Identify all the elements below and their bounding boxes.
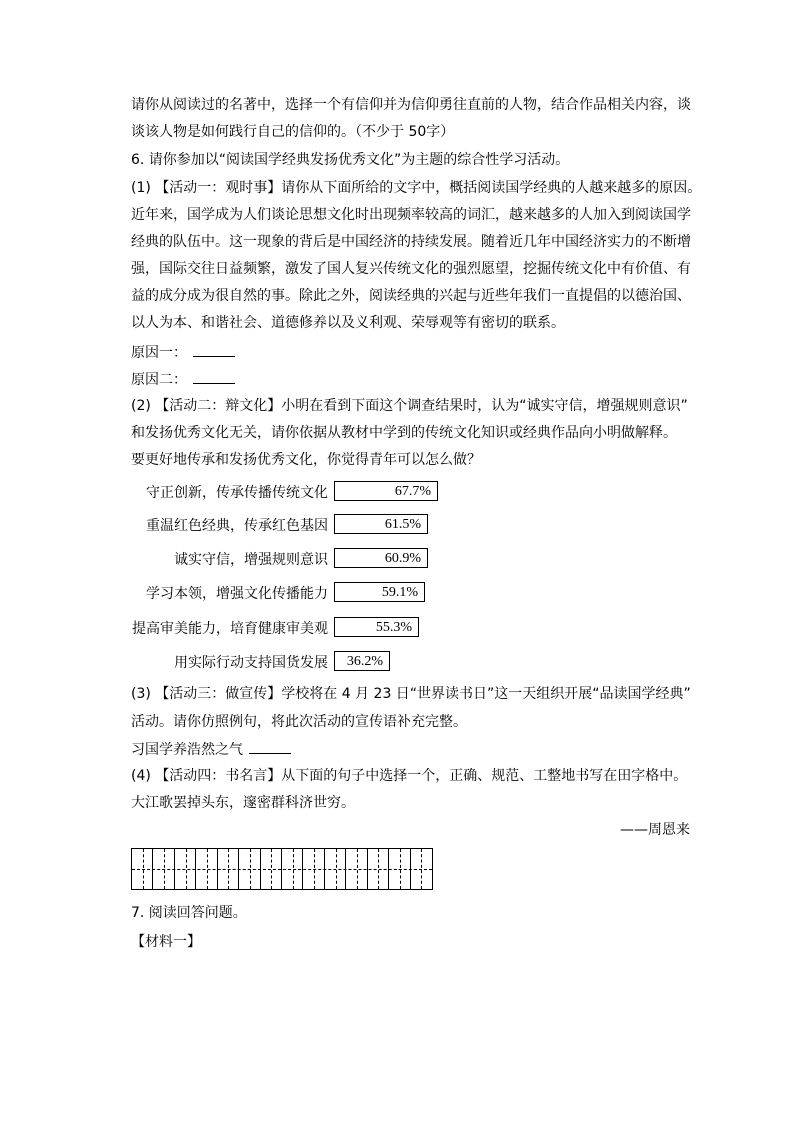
reason-2 bbox=[131, 369, 235, 390]
chart-category-label: 诚实守信，增强规则意识 bbox=[174, 552, 328, 568]
grid-cell-midline bbox=[143, 849, 144, 889]
grid-cell[interactable] bbox=[175, 849, 196, 889]
grid-cell[interactable] bbox=[239, 849, 260, 889]
grid-cell[interactable] bbox=[368, 849, 389, 889]
grid-cell-midline bbox=[186, 849, 187, 889]
passage-line: 经典的队伍中。这一现象的背后是中国经济的持续发展。随着近几年中国经济实力的不断增 bbox=[131, 234, 691, 250]
slogan bbox=[131, 739, 291, 760]
chart-category-label: 守正创新，传承传播传统文化 bbox=[146, 485, 328, 501]
activity-3-line: 活动。请你仿照例句，将此次活动的宣传语补充完整。 bbox=[131, 714, 467, 730]
activity-3-line: (3) 【活动三：做宣传】学校将在 4 月 23 日“世界读书日”这一天组织开展“品读国学经典” bbox=[131, 686, 691, 702]
grid-cell-midline bbox=[357, 849, 358, 889]
passage-line: 以人为本、和谐社会、道德修养以及义利观、荣辱观等有密切的联系。 bbox=[131, 315, 565, 331]
chart-bar bbox=[334, 514, 428, 534]
reason-2-label: 原因二： bbox=[131, 372, 187, 388]
intro-line-2: 谈该人物是如何践行自己的信仰的。（不少于 50字） bbox=[131, 124, 455, 140]
grid-cell[interactable] bbox=[132, 849, 153, 889]
passage-line: 益的成分成为很自然的事。除此之外，阅读经典的兴起与近些年我们一直提倡的以德治国、 bbox=[131, 288, 691, 304]
grid-cell-midline bbox=[228, 849, 229, 889]
passage-line: 强，国际交往日益频繁，激发了国人复兴传统文化的强烈愿望，挖掘传统文化中有价值、有 bbox=[131, 261, 691, 277]
grid-cell-midline bbox=[336, 849, 337, 889]
chart-row bbox=[0, 481, 794, 505]
chart-row bbox=[0, 582, 794, 606]
chart-value-label: 67.7% bbox=[394, 484, 431, 499]
chart-bar bbox=[334, 548, 428, 568]
grid-cell[interactable] bbox=[303, 849, 324, 889]
activity-4-line: (4) 【活动四：书名言】从下面的句子中选择一个，正确、规范、工整地书写在田字格中。 bbox=[131, 768, 688, 784]
grid-cell-midline bbox=[164, 849, 165, 889]
grid-cell[interactable] bbox=[196, 849, 217, 889]
chart-bar bbox=[334, 481, 438, 501]
chart-value-label: 55.3% bbox=[375, 620, 412, 635]
quote-line: 大江歌罢掉头东，邃密群科济世穷。 bbox=[131, 795, 355, 811]
answer-blank[interactable] bbox=[193, 342, 235, 357]
grid-cell[interactable] bbox=[389, 849, 410, 889]
chart-row bbox=[0, 514, 794, 538]
tian-zi-ge-grid[interactable] bbox=[131, 848, 433, 890]
grid-cell-midline bbox=[271, 849, 272, 889]
grid-cell[interactable] bbox=[346, 849, 367, 889]
survey-question: 要更好地传承和发扬优秀文化，你觉得青年可以怎么做？ bbox=[131, 452, 481, 468]
chart-row bbox=[0, 617, 794, 641]
grid-cell-midline bbox=[400, 849, 401, 889]
chart-category-label: 重温红色经典，传承红色基因 bbox=[146, 518, 328, 534]
question-7-title: 7. 阅读回答问题。 bbox=[131, 905, 247, 921]
chart-value-label: 59.1% bbox=[381, 585, 418, 600]
chart-row bbox=[0, 651, 794, 675]
chart-value-label: 36.2% bbox=[346, 654, 383, 669]
grid-cell-midline bbox=[207, 849, 208, 889]
chart-bar bbox=[334, 582, 425, 602]
grid-cell[interactable] bbox=[411, 849, 432, 889]
reason-1-label: 原因一： bbox=[131, 345, 187, 361]
chart-value-label: 61.5% bbox=[384, 517, 421, 532]
grid-cell-midline bbox=[421, 849, 422, 889]
grid-cell[interactable] bbox=[282, 849, 303, 889]
slogan-text: 习国学养浩然之气 bbox=[131, 742, 243, 758]
chart-category-label: 用实际行动支持国货发展 bbox=[174, 655, 328, 671]
activity-2-line: (2) 【活动二：辩文化】小明在看到下面这个调查结果时，认为“诚实守信，增强规则意识” bbox=[131, 398, 688, 414]
grid-cell[interactable] bbox=[218, 849, 239, 889]
activity-2-line: 和发扬优秀文化无关，请你依据从教材中学到的传统文化知识或经典作品向小明做解释。 bbox=[131, 425, 677, 441]
grid-cell[interactable] bbox=[325, 849, 346, 889]
chart-bar bbox=[334, 651, 390, 671]
grid-cell-midline bbox=[314, 849, 315, 889]
question-6-title: 6. 请你参加以“阅读国学经典发扬优秀文化”为主题的综合性学习活动。 bbox=[131, 152, 570, 168]
chart-bar bbox=[334, 617, 419, 637]
chart-category-label: 提高审美能力，培育健康审美观 bbox=[132, 621, 328, 637]
grid-cell[interactable] bbox=[153, 849, 174, 889]
grid-cell[interactable] bbox=[261, 849, 282, 889]
material-1-heading: 【材料一】 bbox=[131, 934, 201, 950]
answer-blank[interactable] bbox=[249, 739, 291, 754]
reason-1 bbox=[131, 342, 235, 363]
grid-cell-midline bbox=[250, 849, 251, 889]
grid-cell-midline bbox=[293, 849, 294, 889]
intro-line-1: 请你从阅读过的名著中，选择一个有信仰并为信仰勇往直前的人物，结合作品相关内容，谈 bbox=[131, 97, 691, 113]
grid-cell-midline bbox=[378, 849, 379, 889]
quote-author: ——周恩来 bbox=[620, 822, 690, 838]
activity-1-line: (1) 【活动一：观时事】请你从下面所给的文字中，概括阅读国学经典的人越来越多的原因。 bbox=[131, 180, 702, 196]
chart-value-label: 60.9% bbox=[384, 551, 421, 566]
chart-category-label: 学习本领，增强文化传播能力 bbox=[146, 586, 328, 602]
chart-row bbox=[0, 548, 794, 572]
passage-line: 近年来，国学成为人们谈论思想文化时出现频率较高的词汇，越来越多的人加入到阅读国学 bbox=[131, 207, 691, 223]
answer-blank[interactable] bbox=[193, 369, 235, 384]
